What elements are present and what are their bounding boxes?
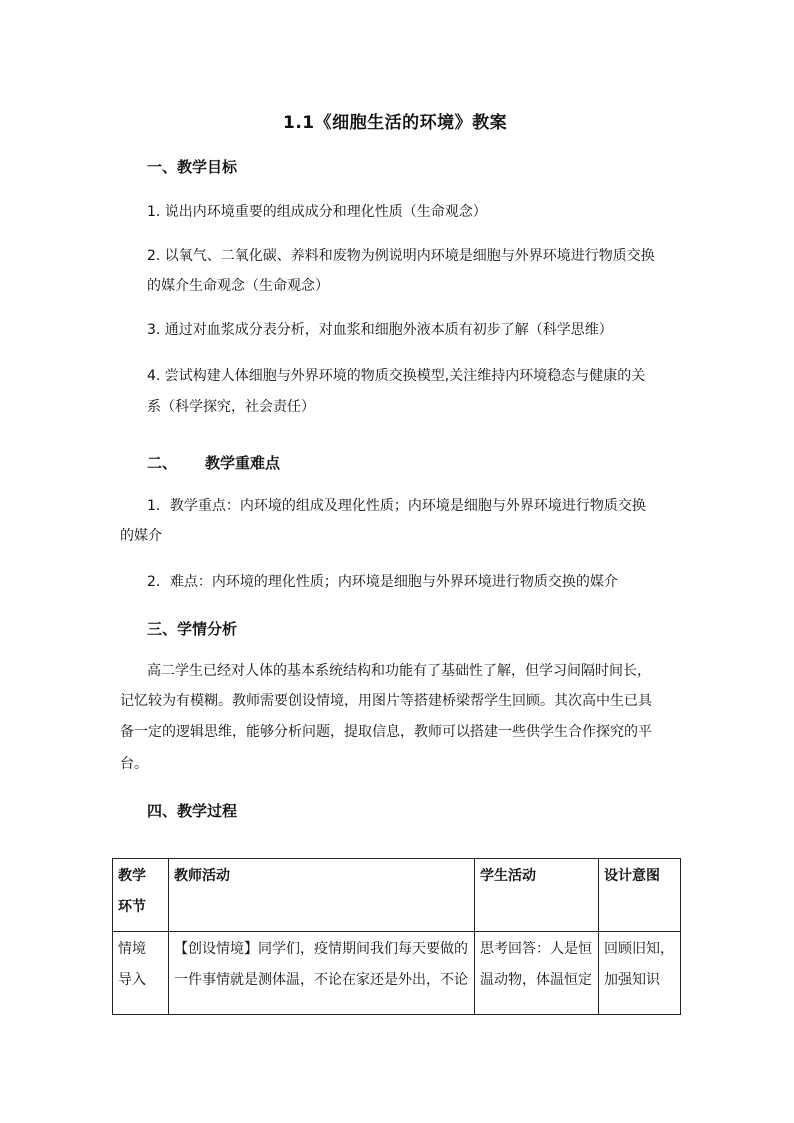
header-cell-stage [113, 859, 169, 932]
cell-text: 一件事情就是测体温，不论在家还是外出，不论 [174, 972, 468, 988]
analysis-line: 记忆较为有模糊。教师需要创设情境，用图片等搭建桥梁帮学生回顾。其次高中生已具 [120, 693, 652, 709]
header-text: 教师活动 [174, 868, 230, 884]
section-heading-number: 二、 [147, 454, 178, 472]
cell-text: 回顾旧知， [604, 941, 674, 957]
cell-text: 导入 [118, 972, 146, 988]
objective-item-continued: 系（科学探究，社会责任） [147, 399, 315, 415]
objective-item: 3. 通过对血浆成分表分析，对血浆和细胞外液本质有初步了解（科学思维） [147, 322, 613, 338]
cell-text: 思考回答：人是恒 [480, 941, 592, 957]
cell-stage [113, 932, 169, 1015]
key-point-item: 1．教学重点：内环境的组成及理化性质；内环境是细胞与外界环境进行物质交换 [147, 498, 646, 514]
cell-text: 情境 [118, 941, 146, 957]
cell-student [475, 932, 599, 1015]
objective-item: 1. 说出内环境重要的组成成分和理化性质（生命观念） [147, 204, 487, 220]
cell-teacher [169, 932, 475, 1015]
analysis-line: 台。 [120, 756, 148, 772]
header-cell-intent [599, 859, 681, 932]
header-text: 环节 [118, 899, 146, 915]
teaching-process-table [112, 858, 681, 1015]
cell-text: 温动物，体温恒定 [480, 972, 592, 988]
analysis-line: 高二学生已经对人体的基本系统结构和功能有了基础性了解，但学习间隔时间长， [147, 663, 651, 679]
section-heading-teaching-process: 四、教学过程 [147, 802, 238, 820]
header-text: 设计意图 [604, 868, 660, 884]
analysis-line: 备一定的逻辑思维，能够分析问题，提取信息，教师可以搭建一些供学生合作探究的平 [120, 724, 652, 740]
header-text: 教学 [118, 868, 146, 884]
table-header-row [113, 859, 681, 932]
page-title: 1.1《细胞生活的环境》教案 [283, 113, 508, 133]
objective-item: 2. 以氧气、二氧化碳、养料和废物为例说明内环境是细胞与外界环境进行物质交换 [147, 248, 655, 264]
key-point-item-continued: 的媒介 [120, 528, 162, 544]
objective-item: 4. 尝试构建人体细胞与外界环境的物质交换模型,关注维持内环境稳态与健康的关 [147, 368, 646, 384]
cell-text: 加强知识 [604, 972, 660, 988]
section-heading-key-points: 教学重难点 [205, 454, 281, 472]
objective-item-continued: 的媒介生命观念（生命观念） [147, 278, 329, 294]
header-text: 学生活动 [480, 868, 536, 884]
key-point-item: 2．难点：内环境的理化性质；内环境是细胞与外界环境进行物质交换的媒介 [147, 574, 618, 590]
header-cell-student [475, 859, 599, 932]
header-cell-teacher [169, 859, 475, 932]
table-row [113, 932, 681, 1015]
section-heading-learner-analysis: 三、学情分析 [147, 620, 238, 638]
section-heading-objectives: 一、教学目标 [147, 158, 238, 176]
cell-text: 【创设情境】同学们，疫情期间我们每天要做的 [174, 941, 468, 957]
cell-intent [599, 932, 681, 1015]
